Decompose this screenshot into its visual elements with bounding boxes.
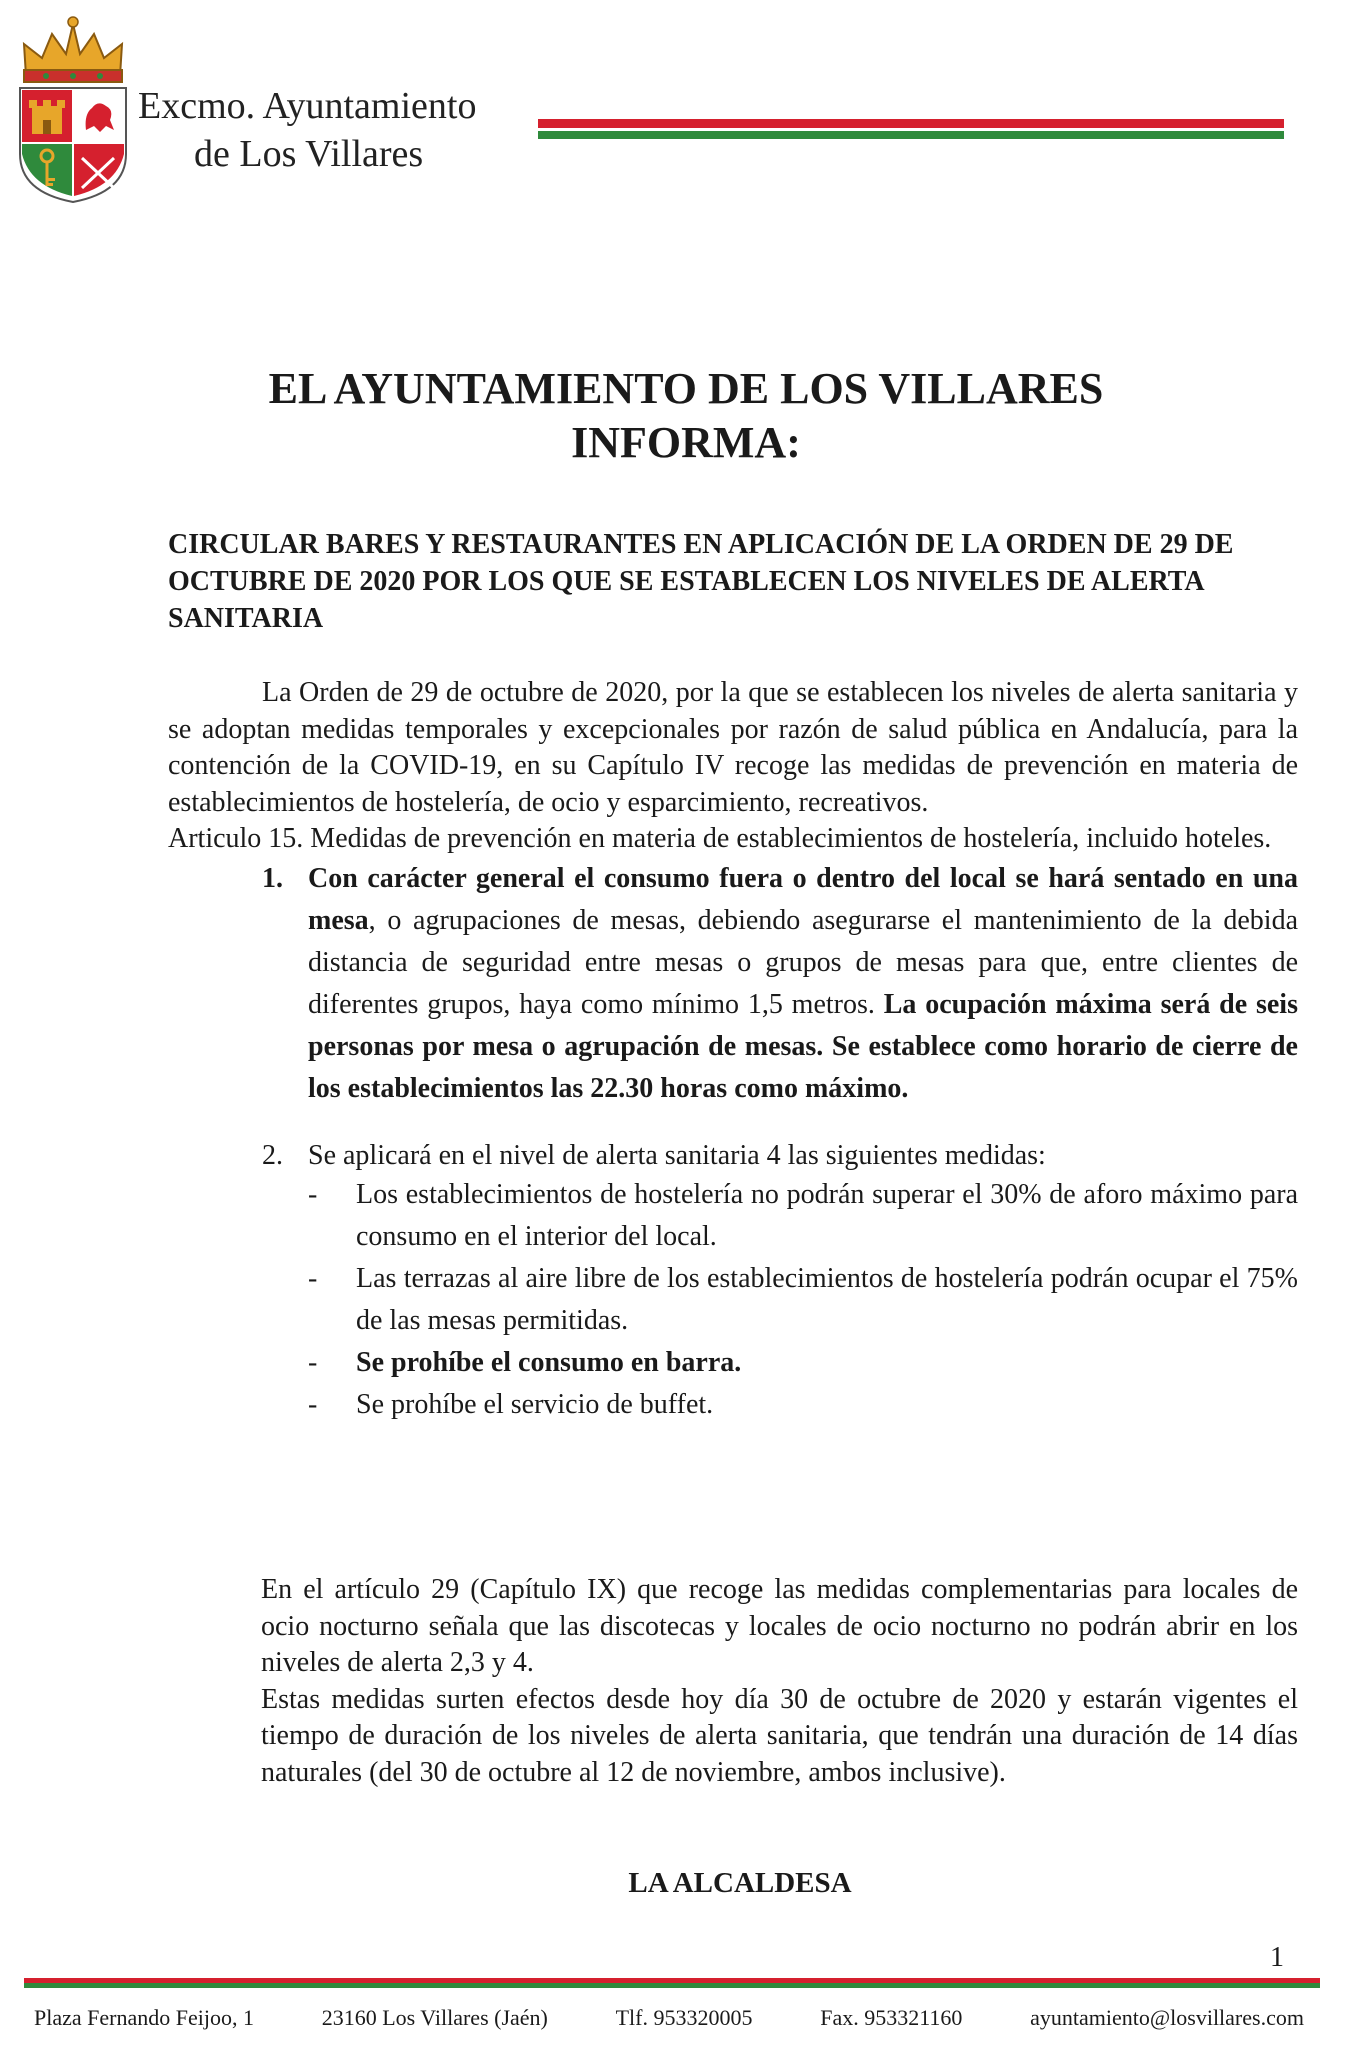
item-text: Se aplicará en el nivel de alerta sanitaria 4 las siguientes medidas: xyxy=(308,1139,1046,1171)
title-line-2: INFORMA: xyxy=(571,418,801,467)
dash-marker: - xyxy=(308,1346,318,1378)
header-divider xyxy=(538,119,1284,139)
item-number: 2. xyxy=(262,1139,283,1171)
item-bold-text: La ocupación máxima será de seis personas por mesa o agrupación de mesas. Se establece como horario de cierre de los establecimientos las 22.30 horas como máximo. xyxy=(308,988,1298,1104)
list-item xyxy=(308,1258,1298,1342)
list-item xyxy=(308,1342,1298,1384)
list-item xyxy=(308,1384,1298,1426)
item-text: , o agrupaciones de mesas, debiendo asegurarse el mantenimiento de la debida distancia de seguridad entre mesas o grupos de mesas para que, entre clientes de diferentes grupos, haya como mínimo 1,5 metros. xyxy=(308,904,1298,1020)
document-title xyxy=(0,362,1372,470)
municipality-name xyxy=(138,82,476,178)
bullet-text: Se prohíbe el consumo en barra. xyxy=(356,1346,742,1378)
signature: LA ALCALDESA xyxy=(628,1867,852,1899)
document-body xyxy=(168,675,1298,1426)
measures-list xyxy=(168,858,1298,1426)
list-item xyxy=(168,858,1298,1110)
footer-city: 23160 Los Villares (Jaén) xyxy=(321,2005,548,2030)
footer-email: ayuntamiento@losvillares.com xyxy=(1030,2005,1304,2030)
alert-level-measures xyxy=(308,1174,1298,1426)
footer-address: Plaza Fernando Feijoo, 1 xyxy=(34,2005,254,2030)
closing-section xyxy=(261,1572,1298,1791)
municipal-coat-of-arms xyxy=(16,14,130,204)
item-bold-text: Con carácter general el consumo fuera o dentro del local se hará sentado en una mesa xyxy=(308,862,1298,936)
title-line-1: EL AYUNTAMIENTO DE LOS VILLARES xyxy=(268,364,1104,413)
nightlife-paragraph: En el artículo 29 (Capítulo IX) que recoge las medidas complementarias para locales de ocio nocturno señala que las discotecas y locales de ocio nocturno no podrán abrir en los niveles de alerta 2,3 y 4. xyxy=(261,1574,1298,1678)
circular-subject: CIRCULAR BARES Y RESTAURANTES EN APLICACIÓN DE LA ORDEN DE 29 DE OCTUBRE DE 2020 POR LOS QUE SE ESTABLECEN LOS NIVELES DE ALERTA SANITARIA xyxy=(168,529,1234,634)
dash-marker: - xyxy=(308,1388,318,1420)
intro-paragraph: La Orden de 29 de octubre de 2020, por la que se establecen los niveles de alerta sanitaria y se adoptan medidas temporales y excepcionales por razón de salud pública en Andalucía, para la contención de la COVID-19, en su Capítulo IV recoge las medidas de prevención en materia de establecimientos de hostelería, de ocio y esparcimiento, recreativos. xyxy=(168,677,1298,818)
item-number: 1. xyxy=(262,862,283,894)
footer-divider xyxy=(24,1978,1320,1988)
validity-paragraph: Estas medidas surten efectos desde hoy día 30 de octubre de 2020 y estarán vigentes el tiempo de duración de los niveles de alerta sanitaria, que tendrán una duración de 14 días naturales (del 30 de octubre al 12 de noviembre, ambos inclusive). xyxy=(261,1683,1298,1788)
footer-phone: Tlf. 953320005 xyxy=(615,2005,753,2030)
page-number: 1 xyxy=(1270,1942,1284,1973)
list-item xyxy=(308,1174,1298,1258)
bullet-text: Las terrazas al aire libre de los establecimientos de hostelería podrán ocupar el 75% de las mesas permitidas. xyxy=(356,1262,1298,1336)
dash-marker: - xyxy=(308,1262,318,1294)
footer-fax: Fax. 953321160 xyxy=(820,2005,963,2030)
org-line-2: de Los Villares xyxy=(194,133,424,175)
article-reference: Articulo 15. Medidas de prevención en materia de establecimientos de hostelería, incluido hoteles. xyxy=(168,823,1272,854)
bullet-text: Los establecimientos de hostelería no podrán superar el 30% de aforo máximo para consumo en el interior del local. xyxy=(356,1178,1298,1252)
bullet-text: Se prohíbe el servicio de buffet. xyxy=(356,1388,714,1420)
footer-contact xyxy=(34,2005,1304,2031)
list-item xyxy=(168,1138,1298,1426)
org-line-1: Excmo. Ayuntamiento xyxy=(138,85,477,127)
dash-marker: - xyxy=(308,1178,318,1210)
